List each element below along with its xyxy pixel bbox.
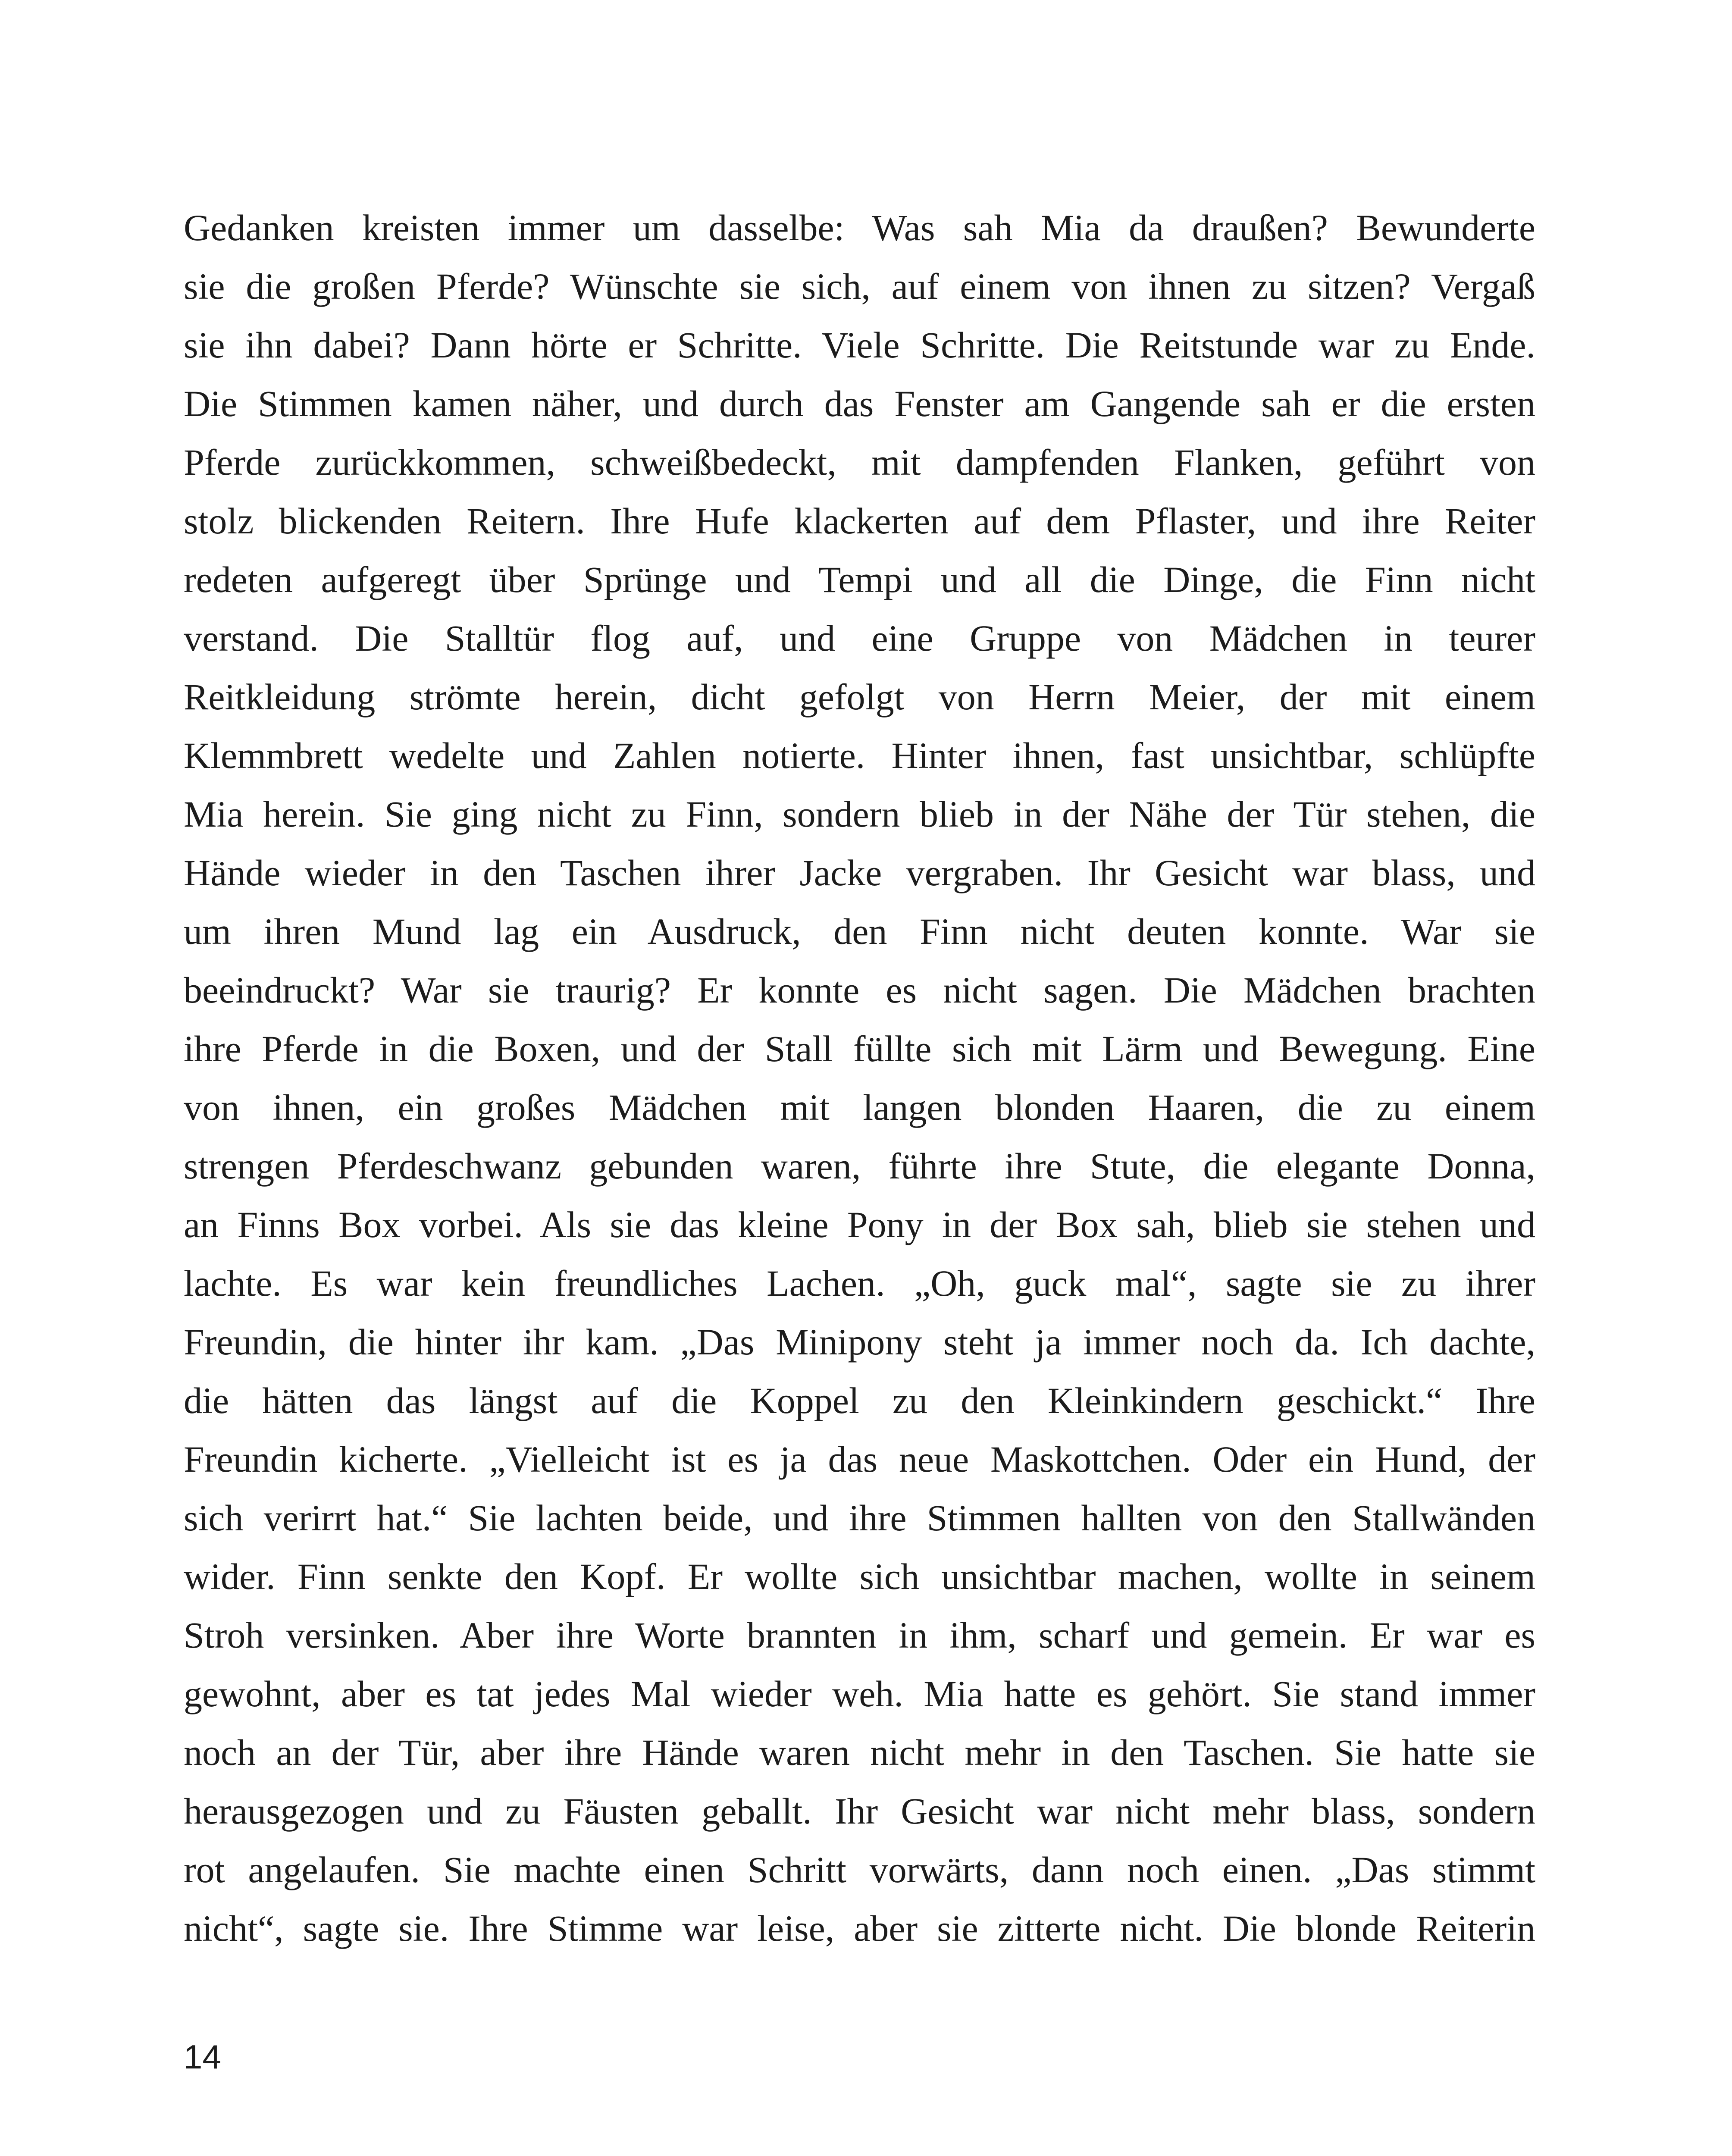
text-line: lachte. Es war kein freundliches Lachen. „Oh, guck mal“, sagte sie zu ihrer xyxy=(184,1263,1535,1304)
text-line: Pferde zurückkommen, schweißbedeckt, mit dampfenden Flanken, geführt von xyxy=(184,442,1535,483)
text-line: von ihnen, ein großes Mädchen mit langen blonden Haaren, die zu einem xyxy=(184,1087,1535,1128)
text-line: strengen Pferdeschwanz gebunden waren, führte ihre Stute, die elegante Donna, xyxy=(184,1145,1535,1187)
text-line: verstand. Die Stalltür flog auf, und eine Gruppe von Mädchen in teurer xyxy=(184,617,1535,659)
text-line: gewohnt, aber es tat jedes Mal wieder weh. Mia hatte es gehört. Sie stand immer xyxy=(184,1673,1535,1714)
text-line: Stroh versinken. Aber ihre Worte brannten in ihm, scharf und gemein. Er war es xyxy=(184,1614,1535,1656)
text-line: sie die großen Pferde? Wünschte sie sich, auf einem von ihnen zu sitzen? Vergaß xyxy=(184,266,1535,307)
text-line: Freundin, die hinter ihr kam. „Das Minipony steht ja immer noch da. Ich dachte, xyxy=(184,1321,1535,1363)
text-line: Klemmbrett wedelte und Zahlen notierte. Hinter ihnen, fast unsichtbar, schlüpfte xyxy=(184,735,1535,776)
text-line: Mia herein. Sie ging nicht zu Finn, sondern blieb in der Nähe der Tür stehen, die xyxy=(184,793,1535,835)
text-line: sie ihn dabei? Dann hörte er Schritte. Viele Schritte. Die Reitstunde war zu Ende. xyxy=(184,324,1535,366)
text-line: um ihren Mund lag ein Ausdruck, den Finn nicht deuten konnte. War sie xyxy=(184,911,1535,952)
text-line: Gedanken kreisten immer um dasselbe: Was sah Mia da draußen? Bewunderte xyxy=(184,207,1535,248)
text-line: stolz blickenden Reitern. Ihre Hufe klackerten auf dem Pflaster, und ihre Reiter xyxy=(184,500,1535,542)
text-line: die hätten das längst auf die Koppel zu den Kleinkindern geschickt.“ Ihre xyxy=(184,1380,1535,1421)
text-line: beeindruckt? War sie traurig? Er konnte es nicht sagen. Die Mädchen brachten xyxy=(184,969,1535,1011)
text-line: ihre Pferde in die Boxen, und der Stall füllte sich mit Lärm und Bewegung. Eine xyxy=(184,1028,1535,1069)
text-line: noch an der Tür, aber ihre Hände waren nicht mehr in den Taschen. Sie hatte sie xyxy=(184,1732,1535,1773)
text-line: wider. Finn senkte den Kopf. Er wollte sich unsichtbar machen, wollte in seinem xyxy=(184,1556,1535,1597)
page-number: 14 xyxy=(184,2038,221,2076)
text-line: Die Stimmen kamen näher, und durch das Fenster am Gangende sah er die ersten xyxy=(184,383,1535,424)
text-line: herausgezogen und zu Fäusten geballt. Ihr Gesicht war nicht mehr blass, sondern xyxy=(184,1790,1535,1832)
text-line: Hände wieder in den Taschen ihrer Jacke vergraben. Ihr Gesicht war blass, und xyxy=(184,852,1535,893)
body-text xyxy=(184,198,1535,1958)
text-line: Reitkleidung strömte herein, dicht gefolgt von Herrn Meier, der mit einem xyxy=(184,676,1535,718)
text-line: rot angelaufen. Sie machte einen Schritt vorwärts, dann noch einen. „Das stimmt xyxy=(184,1849,1535,1890)
text-line: redeten aufgeregt über Sprünge und Tempi und all die Dinge, die Finn nicht xyxy=(184,559,1535,600)
text-line: nicht“, sagte sie. Ihre Stimme war leise, aber sie zitterte nicht. Die blonde Reiterin xyxy=(184,1908,1535,1949)
text-line: Freundin kicherte. „Vielleicht ist es ja das neue Maskottchen. Oder ein Hund, der xyxy=(184,1438,1535,1480)
text-line: an Finns Box vorbei. Als sie das kleine Pony in der Box sah, blieb sie stehen und xyxy=(184,1204,1535,1245)
text-line: sich verirrt hat.“ Sie lachten beide, und ihre Stimmen hallten von den Stallwänden xyxy=(184,1497,1535,1539)
